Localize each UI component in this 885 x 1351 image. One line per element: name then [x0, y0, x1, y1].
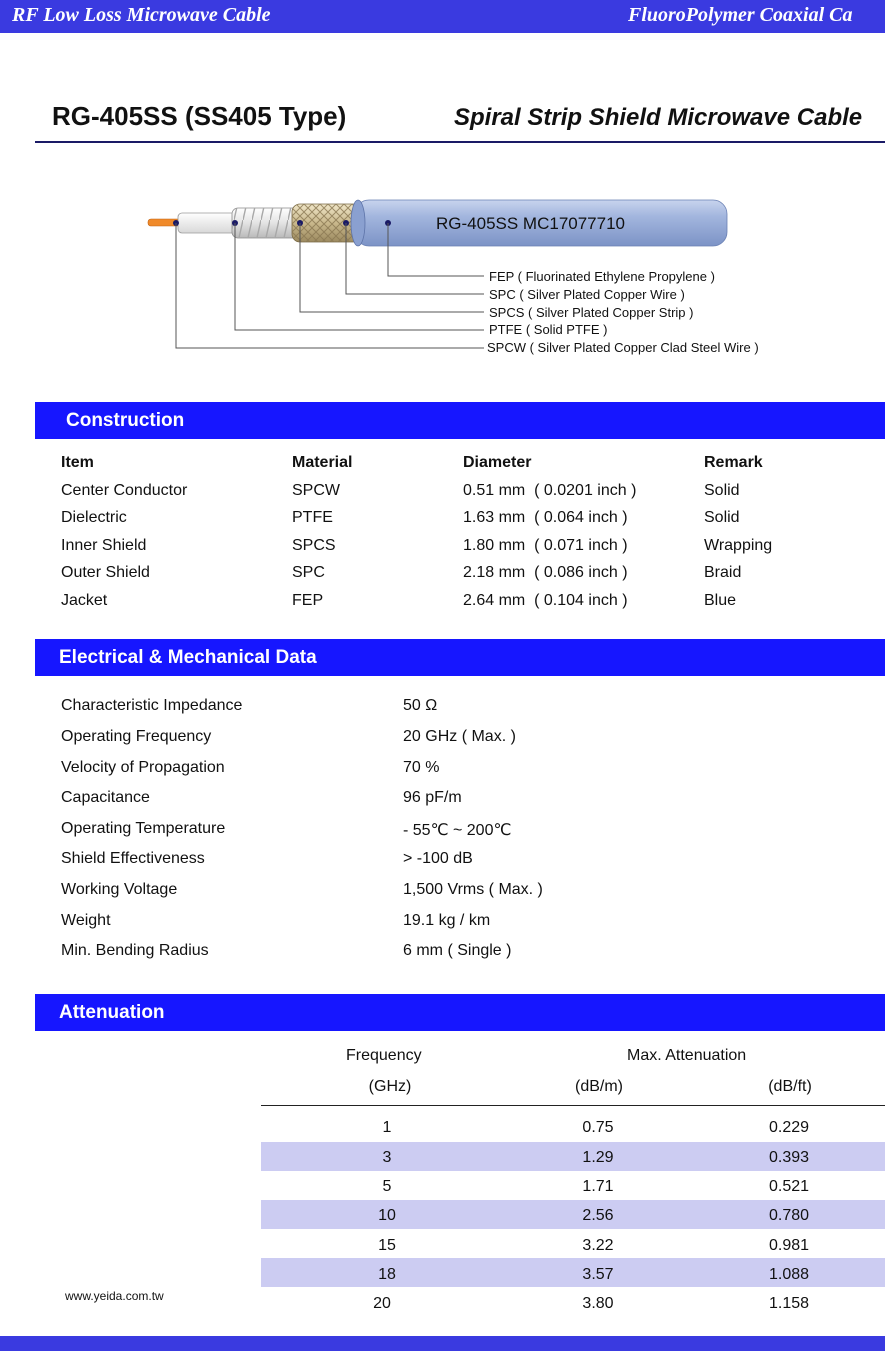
construction-header-material: Material: [292, 454, 353, 471]
attenuation-freq: 1: [382, 1119, 392, 1136]
electrical-value: > -100 dB: [403, 850, 473, 867]
footer-url[interactable]: www.yeida.com.tw: [65, 1289, 164, 1303]
electrical-value: - 55℃ ~ 200℃: [403, 822, 512, 839]
attenuation-freq: 10: [378, 1207, 396, 1224]
electrical-title: Electrical & Mechanical Data: [59, 647, 317, 668]
attenuation-divider: [261, 1105, 885, 1106]
footer-bar: [0, 1336, 885, 1351]
construction-diameter: 1.80 mm ( 0.071 inch ): [463, 537, 628, 554]
cable-print: RG-405SS MC17077710: [436, 214, 626, 233]
attenuation-dbft: 1.158: [768, 1295, 810, 1312]
attenuation-dbft: 0.981: [768, 1237, 810, 1254]
construction-header-item: Item: [61, 454, 94, 471]
title-divider: [35, 141, 885, 143]
attenuation-freq: 18: [378, 1266, 396, 1283]
attenuation-freq: 15: [378, 1237, 396, 1254]
attenuation-unit-dbm: (dB/m): [575, 1078, 623, 1095]
construction-remark: Wrapping: [704, 537, 773, 554]
construction-diameter: 0.51 mm ( 0.0201 inch ): [463, 482, 637, 499]
construction-material: FEP: [292, 592, 324, 609]
attenuation-dbm: 3.22: [582, 1237, 614, 1254]
construction-title: Construction: [66, 410, 185, 431]
electrical-value: 19.1 kg / km: [403, 912, 491, 929]
electrical-value: 70 %: [403, 759, 440, 776]
construction-header-remark: Remark: [704, 454, 763, 471]
page-subtitle: Spiral Strip Shield Microwave Cable: [454, 104, 863, 131]
electrical-label: Working Voltage: [61, 881, 178, 898]
attenuation-section-header: [35, 994, 885, 1031]
header-bar: [0, 0, 885, 33]
attenuation-dbft: 1.088: [768, 1266, 810, 1283]
attenuation-title: Attenuation: [59, 1002, 165, 1023]
construction-remark: Blue: [704, 592, 737, 609]
construction-header-diameter: Diameter: [463, 454, 532, 471]
attenuation-dbm: 1.71: [582, 1178, 614, 1195]
legend-spcw: SPCW ( Silver Plated Copper Clad Steel Wire ): [487, 340, 759, 355]
electrical-value: 6 mm ( Single ): [403, 942, 512, 959]
construction-remark: Solid: [704, 509, 740, 526]
legend-ptfe: PTFE ( Solid PTFE ): [489, 322, 608, 337]
construction-section-header: [35, 402, 885, 439]
header-right-text: FluoroPolymer Coaxial Ca: [628, 4, 853, 26]
attenuation-dbm: 0.75: [582, 1119, 614, 1136]
construction-material: SPCS: [292, 537, 336, 554]
construction-diameter: 1.63 mm ( 0.064 inch ): [463, 509, 628, 526]
electrical-label: Capacitance: [61, 789, 150, 806]
electrical-label: Shield Effectiveness: [61, 850, 205, 867]
attenuation-freq: 3: [382, 1149, 392, 1166]
construction-diameter: 2.18 mm ( 0.086 inch ): [463, 564, 628, 581]
electrical-section-header: [35, 639, 885, 676]
legend-spc: SPC ( Silver Plated Copper Wire ): [489, 287, 685, 302]
attenuation-freq: 20: [373, 1295, 391, 1312]
construction-item: Jacket: [61, 592, 108, 609]
electrical-label: Weight: [61, 912, 111, 929]
construction-remark: Solid: [704, 482, 740, 499]
electrical-value: 20 GHz ( Max. ): [403, 728, 516, 745]
attenuation-freq: 5: [382, 1178, 392, 1195]
attenuation-dbft: 0.229: [768, 1119, 810, 1136]
attenuation-dbm: 3.80: [582, 1295, 614, 1312]
attenuation-dbft: 0.780: [768, 1207, 810, 1224]
attenuation-unit-ghz: (GHz): [368, 1078, 412, 1095]
electrical-label: Min. Bending Radius: [61, 942, 209, 959]
electrical-label: Characteristic Impedance: [61, 697, 243, 714]
attenuation-header-max: Max. Attenuation: [627, 1047, 747, 1064]
electrical-label: Operating Temperature: [61, 820, 226, 837]
construction-material: SPC: [292, 564, 325, 581]
header-left-text: RF Low Loss Microwave Cable: [12, 4, 271, 26]
electrical-value: 96 pF/m: [403, 789, 462, 806]
construction-material: SPCW: [292, 482, 340, 499]
construction-remark: Braid: [704, 564, 742, 581]
attenuation-unit-dbft: (dB/ft): [768, 1078, 812, 1095]
construction-item: Dielectric: [61, 509, 127, 526]
electrical-value: 1,500 Vrms ( Max. ): [403, 881, 543, 898]
attenuation-dbm: 2.56: [582, 1207, 614, 1224]
construction-item: Outer Shield: [61, 564, 150, 581]
construction-diameter: 2.64 mm ( 0.104 inch ): [463, 592, 628, 609]
electrical-label: Operating Frequency: [61, 728, 212, 745]
electrical-label: Velocity of Propagation: [61, 759, 225, 776]
attenuation-dbm: 1.29: [582, 1149, 614, 1166]
page-title: RG-405SS (SS405 Type): [52, 101, 347, 131]
construction-item: Inner Shield: [61, 537, 147, 554]
attenuation-dbft: 0.393: [768, 1149, 810, 1166]
legend-spcs: SPCS ( Silver Plated Copper Strip ): [489, 305, 694, 320]
attenuation-header-frequency: Frequency: [346, 1047, 422, 1064]
attenuation-dbft: 0.521: [768, 1178, 810, 1195]
legend-fep: FEP ( Fluorinated Ethylene Propylene ): [489, 269, 715, 284]
construction-item: Center Conductor: [61, 482, 188, 499]
attenuation-dbm: 3.57: [582, 1266, 614, 1283]
electrical-value: 50 Ω: [403, 697, 438, 714]
construction-material: PTFE: [292, 509, 333, 526]
